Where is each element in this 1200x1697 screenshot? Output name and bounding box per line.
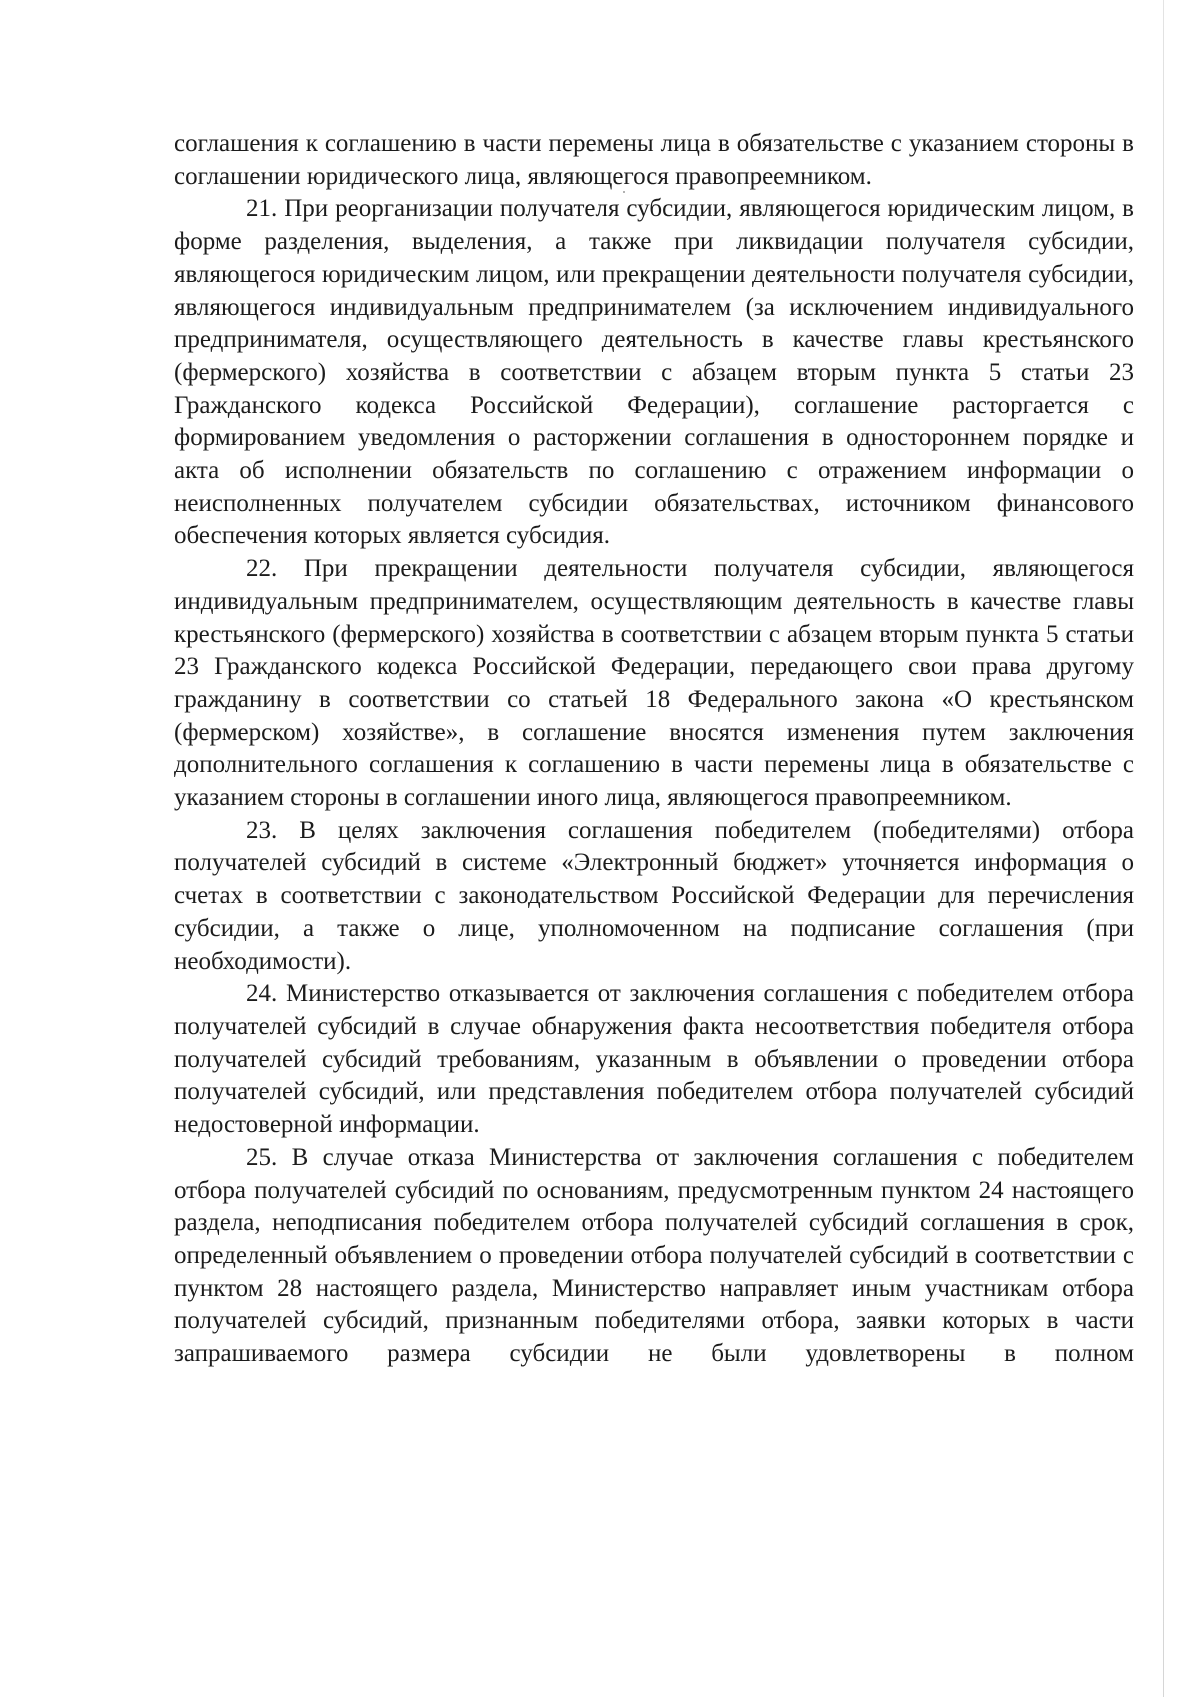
paragraph-23: 23. В целях заключения соглашения победителем (победителями) отбора получателей субсидий в системе «Электронный бюджет» уточняется информация о счетах в соответствии с законодательством Российской Федерации для перечисления субсидии, а также о лице, уполномоченном на подписание соглашения (при необходимости).: [174, 816, 1134, 975]
paragraph-24: 24. Министерство отказывается от заключения соглашения с победителем отбора получателей субсидий в случае обнаружения факта несоответствия победителя отбора получателей субсидий требованиям, указанным в объявлении о проведении отбора получателей субсидий, или представления победителем отбора получателей субсидий недостоверной информации.: [174, 980, 1134, 1139]
paragraph-20-continuation: соглашения к соглашению в части перемены лица в обязательстве с указанием стороны в соглашении юридического лица, являющегося правопреемником.: [174, 130, 1134, 190]
document-body: [174, 128, 1134, 1371]
paragraph-22: 22. При прекращении деятельности получателя субсидии, являющегося индивидуальным предпринимателем, осуществляющим деятельность в качестве главы крестьянского (фермерского) хозяйства в соответствии с абзацем вторым пункта 5 статьи 23 Гражданского кодекса Российской Федерации, передающего свои права другому гражданину в соответствии со статьей 18 Федерального закона «О крестьянском (фермерском) хозяйстве», в соглашение вносятся изменения путем заключения дополнительного соглашения к соглашению в части перемены лица в обязательстве с указанием стороны в соглашении иного лица, являющегося правопреемником.: [174, 555, 1134, 812]
scan-edge-line: [1163, 0, 1164, 1697]
paragraph-25: 25. В случае отказа Министерства от заключения соглашения с победителем отбора получателей субсидий по основаниям, предусмотренным пунктом 24 настоящего раздела, неподписания победителем отбора получателей субсидий соглашения в срок, определенный объявлением о проведении отбора получателей субсидий в соответствии с пунктом 28 настоящего раздела, Министерство направляет иным участникам отбора получателей субсидий, признанным победителями отбора, заявки которых в части запрашиваемого размера субсидии не были удовлетворены в полном: [174, 1143, 1134, 1368]
paragraph-21: 21. При реорганизации получателя субсидии, являющегося юридическим лицом, в форме разделения, выделения, а также при ликвидации получателя субсидии, являющегося юридическим лицом, или прекращении деятельности получателя субсидии, являющегося индивидуальным предпринимателем (за исключением индивидуального предпринимателя, осуществляющего деятельность в качестве главы крестьянского (фермерского) хозяйства в соответствии с абзацем вторым пункта 5 статьи 23 Гражданского кодекса Российской Федерации), соглашение расторгается с формированием уведомления о расторжении соглашения в одностороннем порядке и акта об исполнении обязательств по соглашению с отражением информации о неисполненных получателем субсидии обязательствах, источником финансового обеспечения которых является субсидия.: [174, 195, 1134, 550]
